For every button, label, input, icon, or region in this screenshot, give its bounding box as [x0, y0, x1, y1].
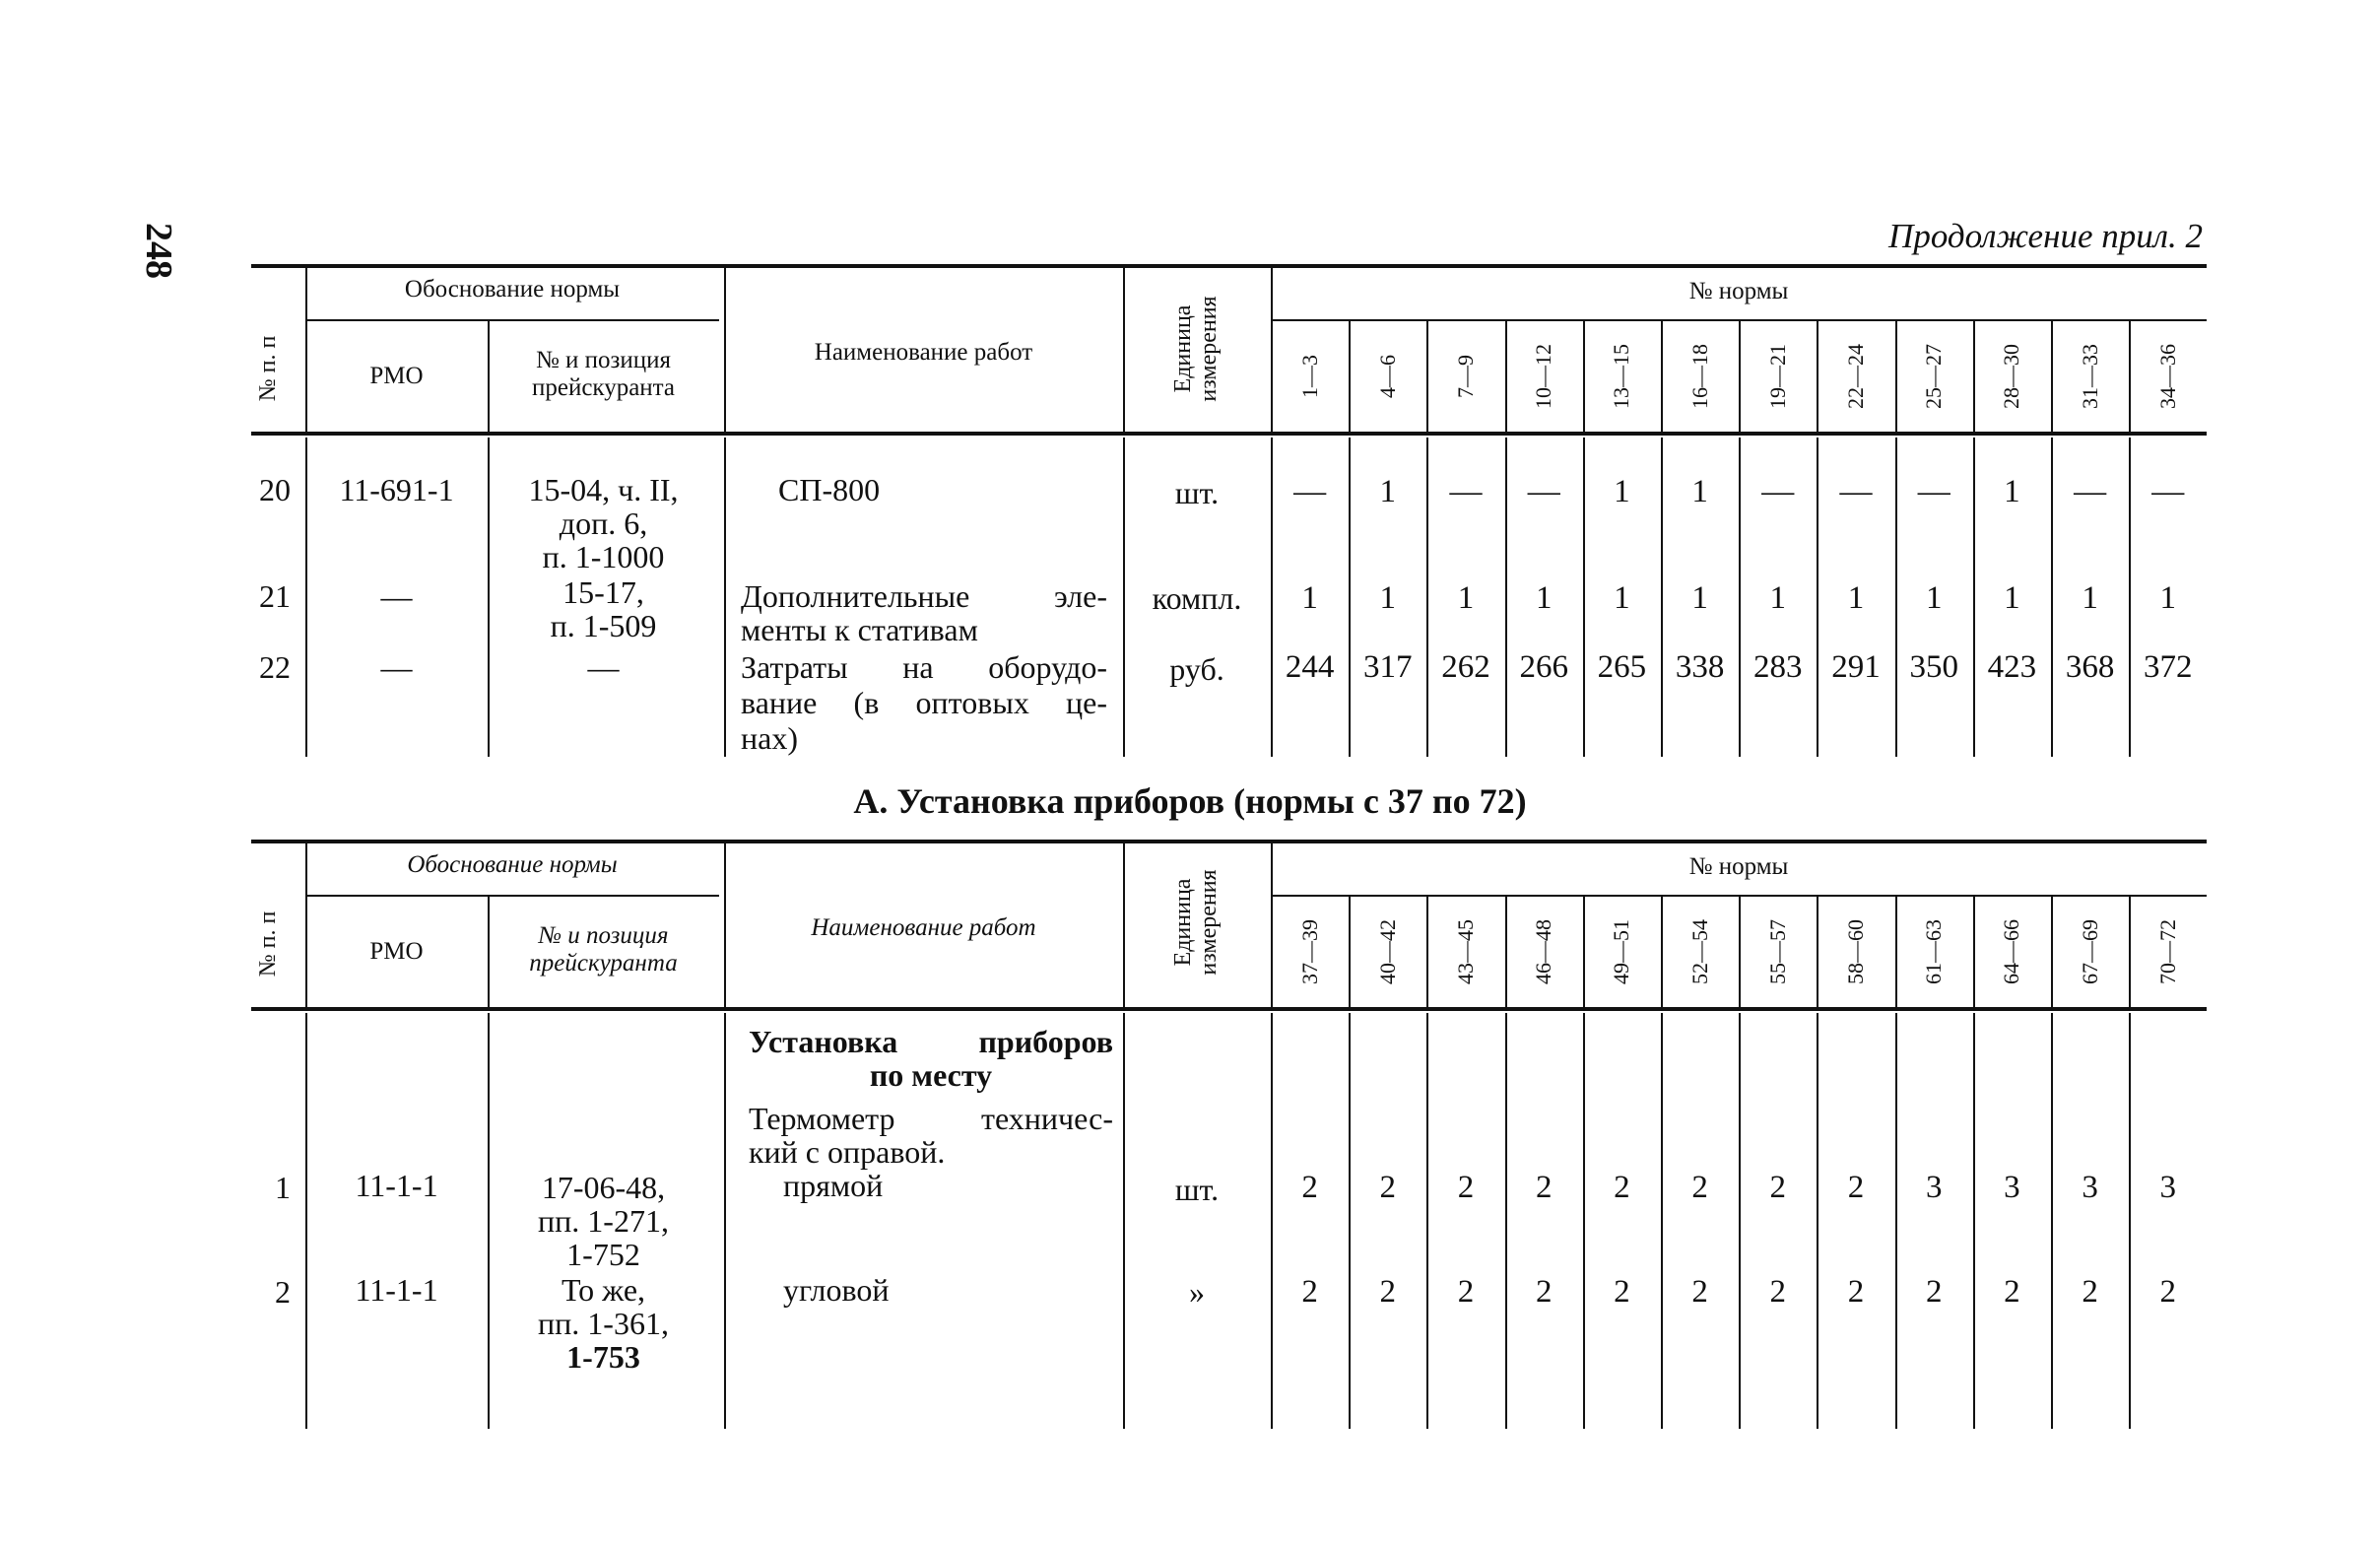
norm-value-cell: 1: [1614, 474, 1630, 509]
norm-value-cell: 2: [2159, 1274, 2177, 1310]
norm-column-label: 40—42: [1374, 919, 1400, 984]
row-number: 1: [275, 1170, 291, 1205]
row-number: 21: [259, 578, 291, 614]
price-position-line: 1-752: [566, 1237, 640, 1272]
price-position-line: п. 1-1000: [542, 539, 665, 574]
norm-value-cell: 2: [1847, 1274, 1865, 1310]
norm-value-cell: 244: [1285, 649, 1335, 685]
work-name-line: прямой: [783, 1168, 884, 1203]
norm-column-rule: [1895, 897, 1897, 1007]
row-number: 22: [259, 649, 291, 685]
norm-column-rule: [1583, 1013, 1585, 1429]
norm-column-rule: [2051, 1013, 2053, 1429]
table2-header-rmo: РМО: [369, 938, 424, 965]
norm-column-rule: [2051, 897, 2053, 1007]
table2-header-price-position: № и позиция прейскуранта: [529, 922, 678, 977]
column-rule: [1271, 842, 1273, 1007]
table2-header-unit: Единица измерения: [1170, 869, 1222, 976]
group-heading-line: Установка приборов: [749, 1024, 1113, 1059]
norm-column-rule: [1817, 897, 1818, 1007]
norm-column-rule: [1583, 897, 1585, 1007]
table2-header-basis: Обоснование нормы: [407, 851, 618, 878]
price-position-line: пп. 1-361,: [538, 1306, 669, 1341]
column-rule: [305, 842, 307, 1007]
norm-value-cell: 350: [1909, 649, 1958, 685]
norm-value-cell: 317: [1363, 649, 1413, 685]
norm-value-cell: 2: [1614, 1274, 1630, 1310]
norm-column-label: 52—54: [1686, 919, 1712, 984]
norm-value-cell: 2: [1535, 1274, 1553, 1310]
table1-basis-rule: [305, 319, 719, 321]
norm-value-cell: 1: [1691, 474, 1708, 509]
norm-value-cell: 1: [1691, 580, 1708, 616]
norm-column-rule: [1349, 897, 1351, 1007]
price-position-line: 15-04, ч. II,: [528, 472, 679, 507]
norm-value-cell: 265: [1597, 649, 1647, 685]
norm-value-cell: 2: [2004, 1274, 2020, 1310]
table1-header-norm-no: № нормы: [1688, 278, 1789, 304]
price-position-line: 15-17,: [562, 574, 644, 610]
norm-column-rule: [1973, 321, 1975, 432]
table1-header-bottom-rule: [251, 432, 2207, 436]
norm-value-cell: 1: [1847, 580, 1865, 616]
norm-column-rule: [1583, 321, 1585, 432]
norm-column-rule: [1426, 897, 1428, 1007]
norm-value-cell: 2: [1691, 1170, 1708, 1205]
norm-column-rule: [1739, 1013, 1741, 1429]
norm-column-rule: [1505, 1013, 1507, 1429]
norm-column-rule: [1895, 1013, 1897, 1429]
norm-value-cell: —: [1761, 474, 1795, 509]
norm-value-cell: 3: [2159, 1170, 2177, 1205]
price-position-line: доп. 6,: [559, 505, 648, 541]
norm-value-cell: 372: [2144, 649, 2193, 685]
norm-column-label: 46—48: [1531, 919, 1556, 984]
rmo-code: —: [380, 578, 413, 614]
norm-column-rule: [1817, 1013, 1818, 1429]
norm-column-rule: [1739, 321, 1741, 432]
norm-column-label: 67—69: [2077, 919, 2102, 984]
norm-value-cell: 1: [1379, 580, 1397, 616]
norm-column-label: 22—24: [1843, 344, 1868, 409]
norm-value-cell: 3: [2004, 1170, 2020, 1205]
norm-column-label: 13—15: [1609, 344, 1634, 409]
work-name-line: угловой: [783, 1272, 890, 1308]
norm-column-label: 61—63: [1921, 919, 1947, 984]
price-position-line: —: [587, 649, 620, 685]
price-position-line: 17-06-48,: [541, 1170, 666, 1205]
norm-value-cell: 2: [1379, 1274, 1397, 1310]
norm-column-label: 7—9: [1453, 355, 1478, 398]
unit-cell: шт.: [1174, 1172, 1220, 1207]
norm-value-cell: —: [1917, 474, 1950, 509]
norm-column-label: 64—66: [1999, 919, 2024, 984]
table2-header-bottom-rule: [251, 1007, 2207, 1011]
norm-value-cell: 2: [1614, 1170, 1630, 1205]
norm-value-cell: 423: [1987, 649, 2037, 685]
norm-value-cell: 1: [1925, 580, 1943, 616]
norm-column-label: 49—51: [1609, 919, 1634, 984]
norm-column-rule: [1426, 1013, 1428, 1429]
norm-value-cell: 338: [1675, 649, 1725, 685]
table1-header-row-no: № п. п: [255, 335, 281, 402]
norm-column-label: 34—36: [2154, 344, 2180, 409]
table1-header-price-position: № и позиция прейскуранта: [531, 347, 676, 401]
work-name-line: вание (в оптовых це-: [741, 685, 1107, 720]
column-rule: [305, 1013, 307, 1429]
norm-column-rule: [1817, 321, 1818, 432]
rmo-code: 11-691-1: [339, 472, 454, 507]
norm-value-cell: 368: [2065, 649, 2115, 685]
norm-column-rule: [1426, 321, 1428, 432]
norm-column-rule: [2129, 321, 2131, 432]
table2-top-rule: [251, 840, 2207, 843]
norm-column-rule: [1349, 1013, 1351, 1429]
table1-header-rmo: РМО: [369, 363, 424, 389]
work-name-line: Дополнительные эле-: [741, 578, 1107, 614]
norm-column-label: 1—3: [1296, 355, 1322, 398]
item-heading-line: кий с оправой.: [749, 1134, 946, 1170]
norm-column-label: 19—21: [1764, 344, 1790, 409]
norm-value-cell: 1: [1379, 474, 1397, 509]
norm-column-rule: [1973, 897, 1975, 1007]
norm-column-label: 31—33: [2077, 344, 2102, 409]
section-title: А. Установка приборов (нормы с 37 по 72): [853, 781, 1527, 821]
table1-top-rule: [251, 264, 2207, 268]
norm-value-cell: 2: [1457, 1170, 1475, 1205]
table2-header-work-name: Наименование работ: [811, 914, 1036, 941]
norm-value-cell: 291: [1831, 649, 1881, 685]
column-rule: [724, 1013, 726, 1429]
norm-column-label: 10—12: [1531, 344, 1556, 409]
norm-value-cell: —: [2074, 474, 2107, 509]
table1-header-unit: Единица измерения: [1170, 296, 1222, 402]
norm-column-label: 16—18: [1686, 344, 1712, 409]
norm-value-cell: 1: [1535, 580, 1553, 616]
norm-column-label: 25—27: [1921, 344, 1947, 409]
norm-value-cell: 262: [1441, 649, 1490, 685]
column-rule: [1123, 1013, 1125, 1429]
price-position-line: То же,: [561, 1272, 646, 1308]
row-number: 20: [259, 472, 291, 507]
column-rule: [1271, 1013, 1273, 1429]
norm-value-cell: 2: [1457, 1274, 1475, 1310]
norm-value-cell: 2: [1691, 1274, 1708, 1310]
norm-column-label: 4—6: [1374, 355, 1400, 398]
column-rule: [488, 897, 490, 1007]
norm-value-cell: 1: [2004, 474, 2020, 509]
column-rule: [724, 438, 726, 757]
work-name-line: Затраты на оборудо-: [741, 649, 1107, 685]
item-heading-line: Термометр техничес-: [749, 1101, 1113, 1136]
norm-value-cell: 1: [1457, 580, 1475, 616]
norm-column-rule: [1661, 897, 1663, 1007]
norm-column-rule: [1895, 321, 1897, 432]
rmo-code: 11-1-1: [355, 1168, 438, 1203]
rmo-code: —: [380, 649, 413, 685]
column-rule: [488, 321, 490, 432]
norm-column-rule: [1973, 1013, 1975, 1429]
column-rule: [305, 266, 307, 432]
norm-column-rule: [1505, 897, 1507, 1007]
norm-value-cell: 2: [1301, 1170, 1318, 1205]
norm-value-cell: 3: [2082, 1170, 2098, 1205]
norm-value-cell: 1: [1769, 580, 1787, 616]
table1-header-work-name: Наименование работ: [814, 339, 1033, 366]
norm-column-rule: [1505, 321, 1507, 432]
norm-value-cell: 2: [1379, 1170, 1397, 1205]
norm-column-rule: [2129, 1013, 2131, 1429]
norm-column-rule: [2129, 897, 2131, 1007]
norm-column-label: 28—30: [1999, 344, 2024, 409]
norm-column-label: 70—72: [2154, 919, 2180, 984]
norm-value-cell: —: [2151, 474, 2185, 509]
norm-column-label: 43—45: [1453, 919, 1478, 984]
norm-value-cell: 1: [2082, 580, 2098, 616]
norm-value-cell: 2: [1847, 1170, 1865, 1205]
norm-value-cell: —: [1527, 474, 1560, 509]
norm-value-cell: 2: [1925, 1274, 1943, 1310]
norm-value-cell: —: [1839, 474, 1873, 509]
norm-column-rule: [1349, 321, 1351, 432]
price-position-line: 1-753: [566, 1339, 640, 1375]
norm-column-label: 58—60: [1843, 919, 1868, 984]
rmo-code: 11-1-1: [355, 1272, 438, 1308]
norm-value-cell: 1: [1301, 580, 1318, 616]
row-number: 2: [275, 1274, 291, 1310]
price-position-line: пп. 1-271,: [538, 1203, 669, 1239]
work-name-line: нах): [741, 720, 798, 756]
column-rule: [1123, 842, 1125, 1007]
unit-cell: компл.: [1152, 580, 1242, 616]
norm-value-cell: 266: [1519, 649, 1568, 685]
work-name-line: СП-800: [778, 472, 881, 507]
norm-value-cell: —: [1449, 474, 1483, 509]
table2-header-row-no: № п. п: [255, 910, 281, 977]
norm-value-cell: 3: [1925, 1170, 1943, 1205]
norm-value-cell: 1: [1614, 580, 1630, 616]
column-rule: [1123, 266, 1125, 432]
column-rule: [724, 266, 726, 432]
norm-column-rule: [1661, 1013, 1663, 1429]
norm-column-rule: [2051, 321, 2053, 432]
norm-column-rule: [1739, 897, 1741, 1007]
norm-column-label: 55—57: [1764, 919, 1790, 984]
table1-header-basis: Обоснование нормы: [404, 276, 621, 303]
norm-value-cell: 2: [1535, 1170, 1553, 1205]
unit-cell: »: [1189, 1274, 1205, 1310]
norm-column-label: 37—39: [1296, 919, 1322, 984]
table2-basis-rule: [305, 895, 719, 897]
norm-value-cell: 2: [2082, 1274, 2098, 1310]
price-position-line: п. 1-509: [550, 608, 657, 643]
continuation-label: Продолжение прил. 2: [1888, 217, 2203, 255]
column-rule: [724, 842, 726, 1007]
unit-cell: руб.: [1169, 651, 1224, 687]
norm-value-cell: —: [1293, 474, 1327, 509]
norm-value-cell: 2: [1769, 1170, 1787, 1205]
group-heading-line: по месту: [869, 1057, 993, 1093]
page-number: 248: [138, 223, 179, 279]
column-rule: [1271, 266, 1273, 432]
norm-value-cell: 1: [2159, 580, 2177, 616]
work-name-line: менты к стативам: [741, 612, 978, 647]
table2-header-norm-no: № нормы: [1688, 853, 1789, 880]
norm-value-cell: 2: [1769, 1274, 1787, 1310]
norm-value-cell: 1: [2004, 580, 2020, 616]
unit-cell: шт.: [1174, 475, 1220, 510]
norm-column-rule: [1661, 321, 1663, 432]
norm-value-cell: 283: [1753, 649, 1803, 685]
norm-value-cell: 2: [1301, 1274, 1318, 1310]
